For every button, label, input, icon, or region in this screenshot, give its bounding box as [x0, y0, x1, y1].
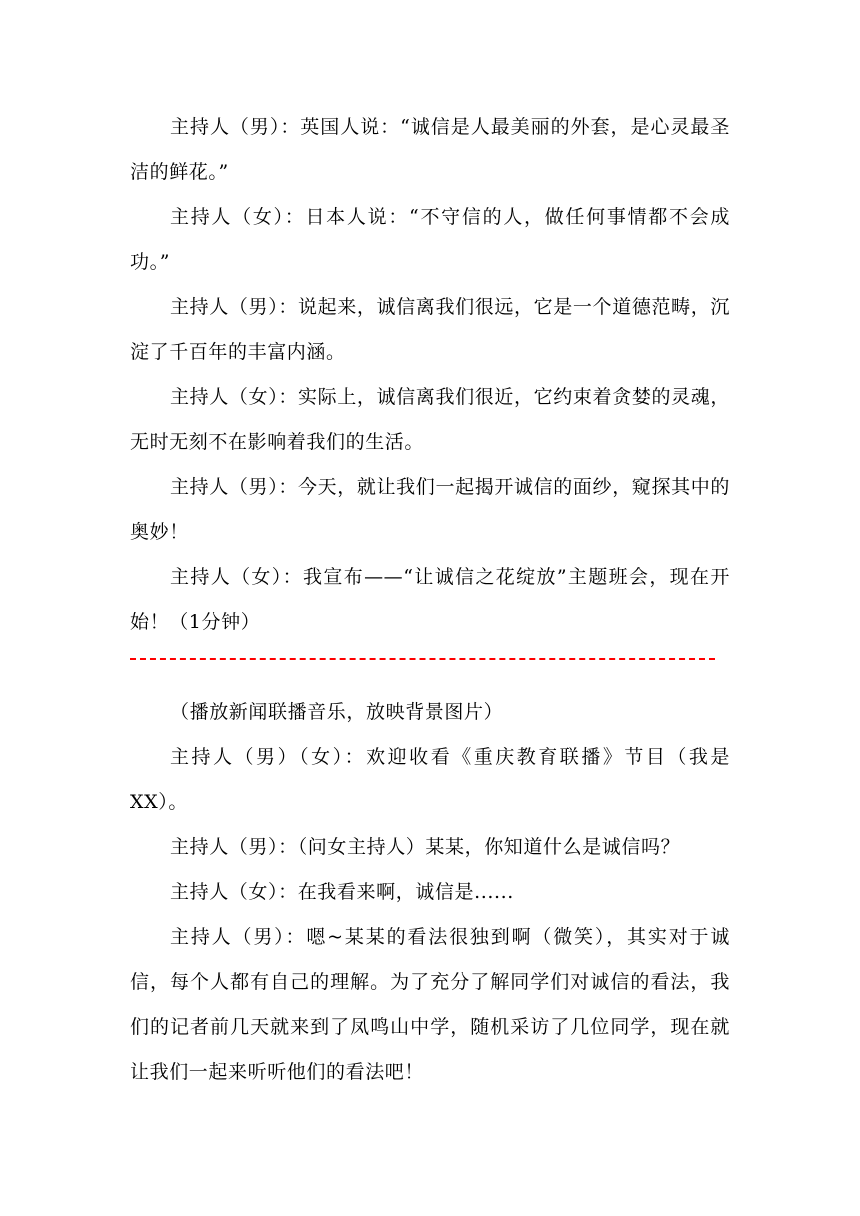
paragraph-male-host-britain-quote: 主持人（男）：英国人说：“诚信是人最美丽的外套，是心灵最圣洁的鲜花。”	[130, 116, 730, 183]
news-broadcast-section	[130, 690, 730, 1095]
paragraph-male-host-interview-intro: 主持人（男）：嗯~某某的看法很独到啊（微笑），其实对于诚信，每个人都有自己的理解。为了充分了解同学们对诚信的看法，我们的记者前几天就来到了凤鸣山中学，随机采访了几位同学，现在就让我们一起来听听他们的看法吧！	[130, 926, 730, 1083]
section-divider-dashed-line	[130, 658, 715, 660]
paragraph-stage-direction: （播放新闻联播音乐，放映背景图片）	[170, 701, 504, 723]
paragraph-male-host-unveil: 主持人（男）：今天，就让我们一起揭开诚信的面纱，窥探其中的奥妙！	[130, 476, 730, 543]
paragraph-both-hosts-welcome: 主持人（男）（女）：欢迎收看《重庆教育联播》节目（我是XX）。	[130, 746, 730, 813]
paragraph-male-host-integrity-far: 主持人（男）：说起来，诚信离我们很远，它是一个道德范畴，沉淀了千百年的丰富内涵。	[130, 296, 730, 363]
paragraph-female-host-japan-quote: 主持人（女）：日本人说：“不守信的人，做任何事情都不会成功。”	[130, 206, 730, 273]
paragraph-female-host-answer: 主持人（女）：在我看来啊，诚信是......	[170, 881, 514, 903]
paragraph-female-host-announcement: 主持人（女）：我宣布——“让诚信之花绽放”主题班会，现在开始！（1分钟）	[130, 566, 730, 633]
paragraph-female-host-integrity-near: 主持人（女）：实际上，诚信离我们很近，它约束着贪婪的灵魂，无时无刻不在影响着我们的生活。	[130, 386, 730, 453]
paragraph-male-host-question: 主持人（男）：（问女主持人）某某，你知道什么是诚信吗？	[170, 836, 681, 858]
opening-section	[130, 105, 730, 645]
